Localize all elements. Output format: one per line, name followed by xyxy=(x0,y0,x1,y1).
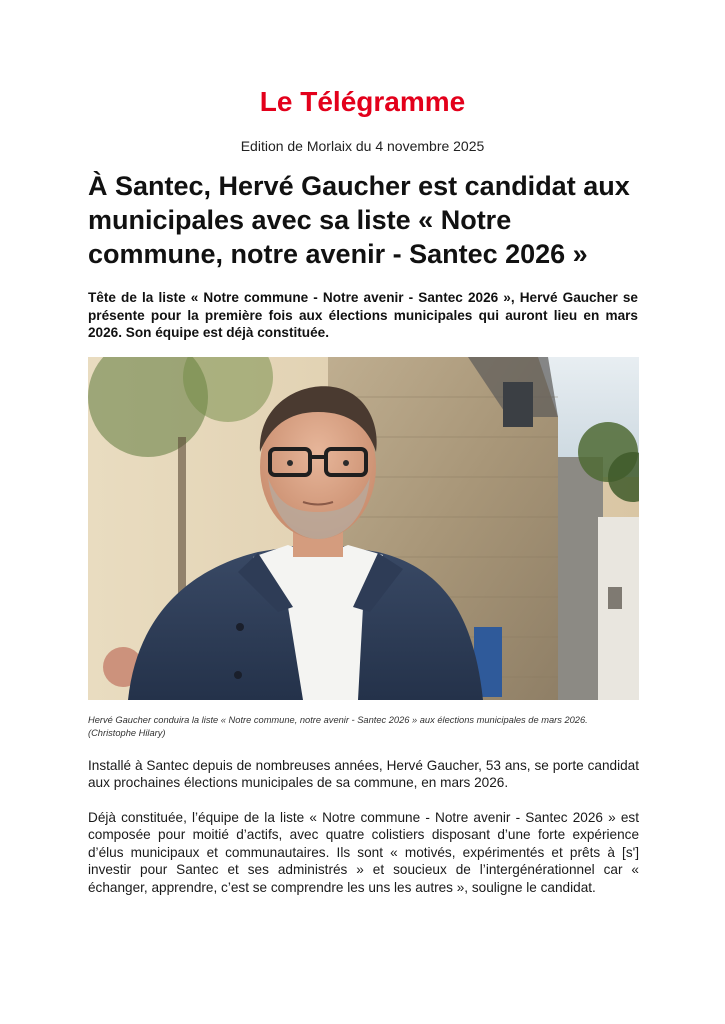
edition-line: Edition de Morlaix du 4 novembre 2025 xyxy=(240,138,485,154)
photo-credit: (Christophe Hilary) xyxy=(88,728,166,738)
paragraph-1: Installé à Santec depuis de nombreuses années, Hervé Gaucher, 53 ans, se porte candidat aux prochaines élections municipales de sa commune, en mars 2026. xyxy=(88,758,639,791)
article-lead: Tête de la liste « Notre commune - Notre avenir - Santec 2026 », Hervé Gaucher se présente pour la première fois aux élections municipales qui auront lieu en mars 2026. Son équipe est déjà constituée. xyxy=(88,290,638,340)
article-photo xyxy=(88,357,639,700)
caption-text: Hervé Gaucher conduira la liste « Notre commune, notre avenir - Santec 2026 » aux élections municipales de mars 2026. xyxy=(88,715,588,725)
portrait-illustration xyxy=(88,357,639,700)
paragraph-2: Déjà constituée, l’équipe de la liste « Notre commune - Notre avenir - Santec 2026 » est composée pour moitié d’actifs, avec quatre colistiers disposant d’une forte expérience d’élus municipaux et communautaires. Ils sont « motivés, expérimentés et prêts à [s'] investir pour Santec et ses administrés » et soucieux de l’intergénérationnel car « échanger, apprendre, c’est se comprendre les uns les autres », souligne le candidat. xyxy=(88,810,639,895)
photo-caption xyxy=(88,714,639,740)
masthead-logo: Le Télégramme xyxy=(259,86,466,117)
article-headline: À Santec, Hervé Gaucher est candidat aux municipales avec sa liste « Notre commune, notre avenir - Santec 2026 » xyxy=(88,171,630,269)
